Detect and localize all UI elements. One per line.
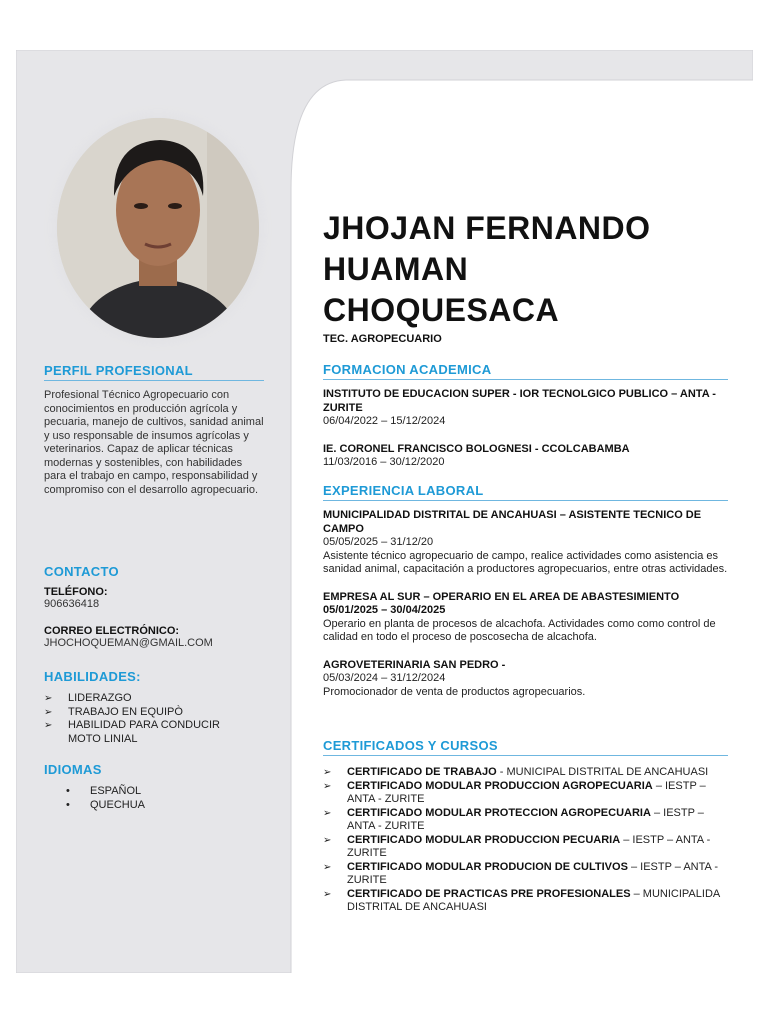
experiencia-divider xyxy=(323,500,728,501)
idiomas-section xyxy=(44,762,264,812)
list-item: ➢ CERTIFICADO MODULAR PRODUCCION PECUARIA – IESTP – ANTA - ZURITE xyxy=(323,833,711,859)
list-item: ➢ CERTIFICADO MODULAR PROTECCION AGROPECUARIA – IESTP – ANTA - ZURITE xyxy=(323,806,704,832)
arrow-bullet-icon: ➢ xyxy=(323,861,332,873)
header xyxy=(323,208,728,345)
idiomas-list xyxy=(44,785,264,812)
perfil-text: Profesional Técnico Agropecuario con conocimientos en producción agrícola y pecuaria, manejo de cultivos, sanidad animal y uso responsable de insumos agrícolas y veterinarios. Capaz de aplicar técnicas modernas y sostenibles, con habilidades para el trabajo en campo, responsabilidad y compromiso con el desarrollo agropecuario. xyxy=(44,389,264,496)
perfil-title: PERFIL PROFESIONAL xyxy=(44,363,193,378)
certificados-section xyxy=(323,738,728,915)
habilidades-title: HABILIDADES: xyxy=(44,669,141,684)
profile-photo xyxy=(57,118,259,338)
arrow-bullet-icon: ➢ xyxy=(323,780,332,792)
job-title: TEC. AGROPECUARIO xyxy=(323,333,442,345)
certificados-divider xyxy=(323,755,728,756)
list-item: ➢ TRABAJO EN EQUIPÒ xyxy=(44,705,183,718)
experiencia-entry: EMPRESA AL SUR – OPERARIO EN EL AREA DE ABASTESIMIENTO 05/01/2025 – 30/04/2025 Operario en planta de procesos de alcachofa. Actividades como como control de calidad en todo el proceso de poscosecha de alcachofa. xyxy=(323,590,716,643)
dot-bullet-icon: • xyxy=(66,785,70,797)
person-portrait-icon xyxy=(57,118,259,338)
name-line-1: JHOJAN FERNANDO xyxy=(323,210,651,246)
list-item: • QUECHUA xyxy=(66,798,146,811)
arrow-bullet-icon: ➢ xyxy=(44,693,53,704)
experiencia-section xyxy=(323,483,728,699)
perfil-section xyxy=(44,363,264,497)
certificados-title: CERTIFICADOS Y CURSOS xyxy=(323,738,498,753)
idiomas-title: IDIOMAS xyxy=(44,762,102,777)
dot-bullet-icon: • xyxy=(66,798,70,811)
habilidades-section xyxy=(44,669,264,746)
arrow-bullet-icon: ➢ xyxy=(323,767,332,778)
formacion-divider xyxy=(323,379,728,380)
list-item: • ESPAÑOL xyxy=(66,785,142,797)
email-label: CORREO ELECTRÓNICO: xyxy=(44,624,180,637)
list-item: ➢ CERTIFICADO DE PRACTICAS PRE PROFESIONALES – MUNICIPALIDA DISTRITAL DE ANCAHUASI xyxy=(323,887,720,913)
experiencia-entry: MUNICIPALIDAD DISTRITAL DE ANCAHUASI – ASISTENTE TECNICO DE CAMPO 05/05/2025 – 31/12/20 Asistente técnico agropecuario de campo, realice actividades como asistencia es sanidad animal, capacitación a productores agropecuarios, entre otras actividades. xyxy=(323,509,728,575)
list-item: ➢ CERTIFICADO DE TRABAJO - MUNICIPAL DISTRITAL DE ANCAHUASI xyxy=(323,766,709,778)
arrow-bullet-icon: ➢ xyxy=(323,888,332,900)
experiencia-title: EXPERIENCIA LABORAL xyxy=(323,483,484,498)
arrow-bullet-icon: ➢ xyxy=(323,834,332,846)
arrow-bullet-icon: ➢ xyxy=(44,706,53,718)
phone-value: 906636418 xyxy=(44,598,100,610)
list-item: ➢ LIDERAZGO xyxy=(44,692,132,704)
formacion-entry: IE. CORONEL FRANCISCO BOLOGNESI - CCOLCABAMBA 11/03/2016 – 30/12/2020 xyxy=(323,442,630,468)
formacion-entry: INSTITUTO DE EDUCACION SUPER - IOR TECNOLGICO PUBLICO – ANTA - ZURITE 06/04/2022 – 15/12/2024 xyxy=(323,388,716,427)
list-item: ➢ CERTIFICADO MODULAR PRODUCCION AGROPECUARIA – IESTP – ANTA - ZURITE xyxy=(323,779,706,805)
formacion-section xyxy=(323,362,728,470)
arrow-bullet-icon: ➢ xyxy=(323,807,332,819)
arrow-bullet-icon: ➢ xyxy=(44,720,53,731)
name-line-3: CHOQUESACA xyxy=(323,292,560,328)
list-item: ➢ HABILIDAD PARA CONDUCIR MOTO LINIAL xyxy=(44,719,220,745)
perfil-divider xyxy=(44,380,264,381)
list-item: ➢ CERTIFICADO MODULAR PRODUCION DE CULTIVOS – IESTP – ANTA - ZURITE xyxy=(323,860,718,886)
email-value[interactable]: JHOCHOQUEMAN@GMAIL.COM xyxy=(44,636,213,649)
experiencia-entry: AGROVETERINARIA SAN PEDRO - 05/03/2024 – 31/12/2024 Promocionador de venta de productos agropecuarios. xyxy=(323,658,586,698)
habilidades-list xyxy=(44,692,244,746)
phone-label: TELÉFONO: xyxy=(44,586,108,598)
name-line-2: HUAMAN xyxy=(323,251,469,287)
contacto-title: CONTACTO xyxy=(44,564,119,579)
contacto-section xyxy=(44,564,264,650)
formacion-title: FORMACION ACADEMICA xyxy=(323,362,492,377)
certificados-list xyxy=(323,766,723,915)
